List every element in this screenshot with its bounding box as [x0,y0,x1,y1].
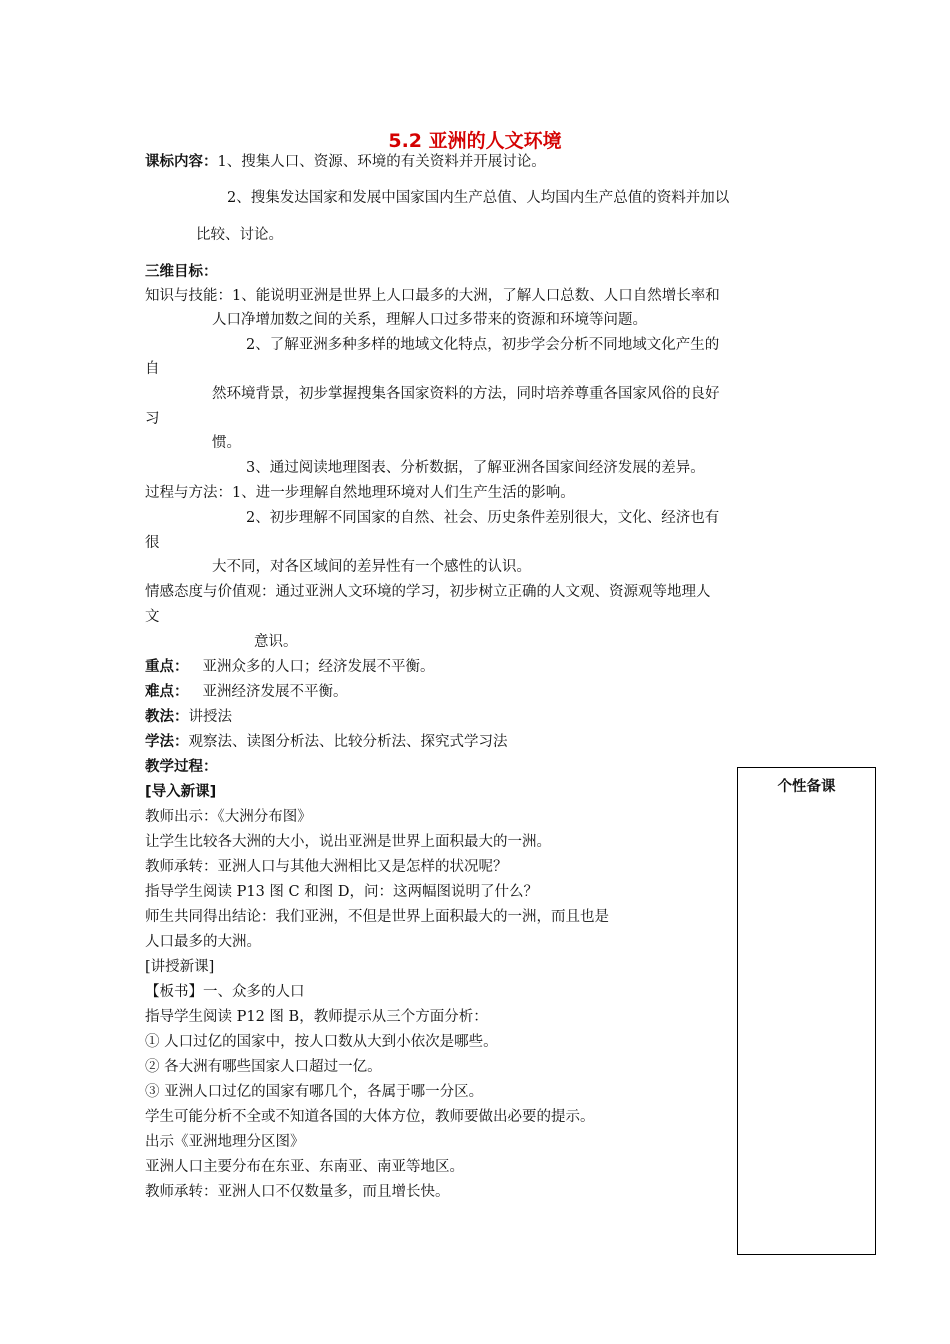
teaching-method [145,707,232,727]
process-method-line-1 [145,483,575,503]
objectives-heading: 三维目标： [145,264,218,280]
knowledge-item-2b: 自 [145,361,160,377]
process-line: 【板书】一、众多的人口 [145,984,305,1000]
personal-notes-title: 个性备课 [777,779,836,795]
process-line: 亚洲人口主要分布在东亚、东南亚、南亚等地区。 [145,1159,464,1175]
learning-method-text: 观察法、读图分析法、比较分析法、探究式学习法 [188,734,508,750]
curriculum-item-2a: 2、搜集发达国家和发展中国家国内生产总值、人均国内生产总值的资料并加以 [227,190,730,206]
process-line: 让学生比较各大洲的大小，说出亚洲是世界上面积最大的一洲。 [145,834,551,850]
knowledge-item-2c: 然环境背景，初步掌握搜集各国家资料的方法，同时培养尊重各国家风俗的良好 [212,386,720,402]
knowledge-item-1b: 人口净增加数之间的关系，理解人口过多带来的资源和环境等问题。 [212,312,647,328]
key-points [145,657,435,677]
process-line: 师生共同得出结论：我们亚洲，不但是世界上面积最大的一洲，而且也是 [145,909,609,925]
process-method-item-2a: 2、初步理解不同国家的自然、社会、历史条件差别很大，文化、经济也有 [246,510,720,526]
difficulties [145,682,348,702]
process-heading: 教学过程： [145,759,218,775]
emotion-item-1b: 文 [145,609,160,625]
process-line: 指导学生阅读 P12 图 B，教师提示从三个方面分析： [145,1009,488,1025]
emotion-item-1a: 通过亚洲人文环境的学习，初步树立正确的人文观、资源观等地理人 [275,584,711,600]
emotion-item-1c: 意识。 [254,634,298,650]
process-line: 教师承转：亚洲人口不仅数量多，而且增长快。 [145,1184,450,1200]
key-points-text: 亚洲众多的人口；经济发展不平衡。 [202,659,435,675]
knowledge-item-3: 3、通过阅读地理图表、分析数据，了解亚洲各国家间经济发展的差异。 [246,460,705,476]
difficulties-text: 亚洲经济发展不平衡。 [202,684,348,700]
process-line: 人口最多的大洲。 [145,934,261,950]
personal-notes-box [737,767,876,1255]
process-line: 指导学生阅读 P13 图 C 和图 D，问：这两幅图说明了什么？ [145,884,538,900]
knowledge-item-2d: 习 [145,411,160,427]
knowledge-item-1a: 1、能说明亚洲是世界上人口最多的大洲，了解人口总数、人口自然增长率和 [232,288,720,304]
process-line: 教师出示：《大洲分布图》 [145,809,312,825]
process-line: ① 人口过亿的国家中，按人口数从大到小依次是哪些。 [145,1034,498,1050]
knowledge-label: 知识与技能： [145,288,232,304]
intro-label: [导入新课] [145,784,217,800]
key-points-label: 重点： [145,659,189,675]
process-method-label: 过程与方法： [145,485,232,501]
learning-method-label: 学法： [145,734,189,750]
process-method-item-1: 1、进一步理解自然地理环境对人们生产生活的影响。 [232,485,575,501]
process-line: 学生可能分析不全或不知道各国的大体方位，教师要做出必要的提示。 [145,1109,595,1125]
curriculum-label: 课标内容： [145,154,218,170]
curriculum-line-1 [145,152,546,172]
process-method-item-2b: 很 [145,535,160,551]
emotion-label: 情感态度与价值观： [145,584,276,600]
learning-method [145,732,508,752]
process-line: ③ 亚洲人口过亿的国家有哪几个，各属于哪一分区。 [145,1084,484,1100]
page-title: 5.2 亚洲的人文环境 [388,130,562,152]
teaching-method-text: 讲授法 [188,709,232,725]
process-line: ② 各大洲有哪些国家人口超过一亿。 [145,1059,382,1075]
difficulties-label: 难点： [145,684,189,700]
process-method-item-2c: 大不同，对各区域间的差异性有一个感性的认识。 [212,559,531,575]
curriculum-item-2b: 比较、讨论。 [196,227,283,243]
knowledge-item-2a: 2、了解亚洲多种多样的地域文化特点，初步学会分析不同地域文化产生的 [246,337,720,353]
teaching-method-label: 教法： [145,709,189,725]
knowledge-line-1 [145,286,720,306]
curriculum-item-1: 1、搜集人口、资源、环境的有关资料并开展讨论。 [217,154,546,170]
process-line: 出示《亚洲地理分区图》 [145,1134,305,1150]
process-line: [讲授新课] [145,959,215,975]
knowledge-item-2e: 惯。 [212,435,241,451]
process-line: 教师承转：亚洲人口与其他大洲相比又是怎样的状况呢？ [145,859,508,875]
emotion-line-1 [145,582,711,602]
